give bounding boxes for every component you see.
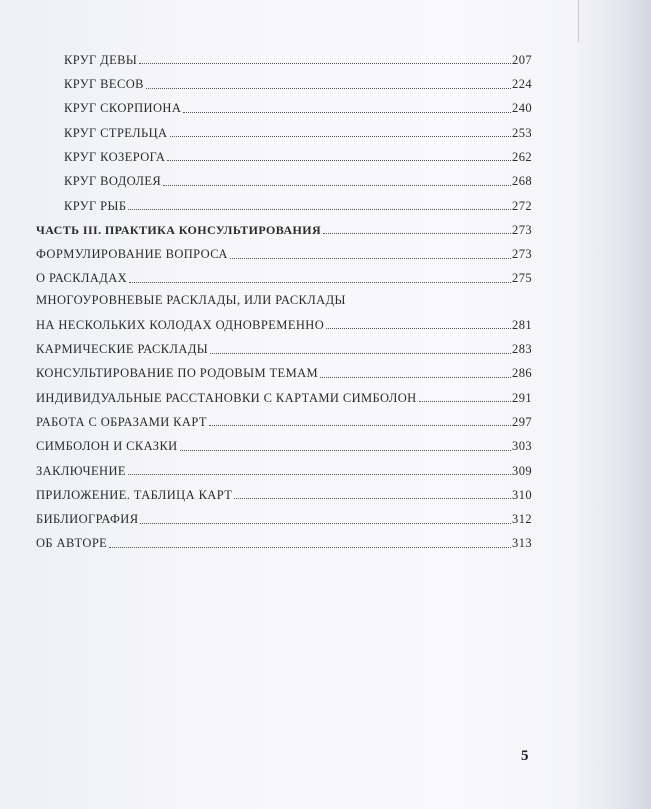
toc-entry-title: МНОГОУРОВНЕВЫЕ РАСКЛАДЫ, ИЛИ РАСКЛАДЫ (36, 293, 346, 308)
toc-page-number: 268 (512, 174, 532, 189)
toc-page-number: 262 (512, 149, 532, 164)
toc-entry-title: БИБЛИОГРАФИЯ (36, 512, 139, 527)
dot-leader (129, 282, 511, 283)
toc-entry (36, 261, 532, 285)
dot-leader (326, 328, 511, 329)
toc-entry-title: КРУГ ВЕСОВ (64, 77, 144, 92)
dot-leader (163, 185, 511, 186)
dot-leader (128, 209, 511, 210)
page-number: 5 (521, 748, 529, 764)
toc-entry-line-2 (36, 307, 532, 331)
dot-leader (320, 377, 511, 378)
toc-part-title: ЧАСТЬ III. ПРАКТИКА КОНСУЛЬТИРОВАНИЯ (36, 223, 322, 238)
toc-page-number: 275 (512, 271, 532, 286)
page-edge-line (578, 0, 579, 42)
dot-leader (139, 63, 511, 64)
toc-entry-title: РАБОТА С ОБРАЗАМИ КАРТ (36, 414, 207, 429)
toc-entry (36, 188, 532, 212)
toc-entry-title: КРУГ РЫБ (64, 198, 127, 213)
toc-entry (36, 404, 532, 428)
toc-entry-title-continued: НА НЕСКОЛЬКИХ КОЛОДАХ ОДНОВРЕМЕННО (36, 317, 325, 332)
toc-entry-title: ФОРМУЛИРОВАНИЕ ВОПРОСА (36, 247, 228, 262)
toc-entry (36, 526, 532, 550)
dot-leader (234, 498, 511, 499)
toc-page-number: 310 (512, 487, 532, 502)
dot-leader (146, 88, 511, 89)
toc-entry-line-1 (36, 285, 532, 307)
toc-entry (36, 66, 532, 90)
toc-entry (36, 428, 532, 452)
dot-leader (128, 474, 511, 475)
toc-entry-title: КОНСУЛЬТИРОВАНИЕ ПО РОДОВЫМ ТЕМАМ (36, 366, 319, 381)
toc-page-number: 253 (512, 125, 532, 140)
toc-page-number: 240 (512, 101, 532, 116)
dot-leader (180, 450, 511, 451)
dot-leader (140, 523, 511, 524)
toc-page-number: 286 (512, 366, 532, 381)
toc-entry-title: КРУГ ДЕВЫ (64, 52, 138, 67)
dot-leader (210, 353, 511, 354)
toc-page-number: 273 (512, 222, 532, 237)
toc-page-number: 224 (512, 77, 532, 92)
toc-entry (36, 331, 532, 355)
toc-entry (36, 356, 532, 380)
toc-entry-title: КРУГ СКОРПИОНА (64, 101, 182, 116)
toc-entry (36, 42, 532, 66)
toc-page-number: 309 (512, 463, 532, 478)
page-edge-shadow (573, 0, 651, 809)
toc-page-number: 207 (512, 52, 532, 67)
toc-entry-title: ПРИЛОЖЕНИЕ. ТАБЛИЦА КАРТ (36, 487, 233, 502)
toc-page-number: 297 (512, 414, 532, 429)
toc-entry-title: КАРМИЧЕСКИЕ РАСКЛАДЫ (36, 342, 209, 357)
dot-leader (323, 233, 511, 234)
toc-entry (36, 139, 532, 163)
table-of-contents (36, 42, 532, 550)
toc-entry-title: ИНДИВИДУАЛЬНЫЕ РАССТАНОВКИ С КАРТАМИ СИМБОЛОН (36, 390, 417, 405)
toc-entry (36, 236, 532, 260)
toc-part-heading (36, 212, 532, 236)
toc-entry (36, 380, 532, 404)
toc-entry-title: О РАСКЛАДАХ (36, 271, 128, 286)
dot-leader (209, 425, 511, 426)
toc-page-number: 283 (512, 342, 532, 357)
toc-entry (36, 477, 532, 501)
toc-entry (36, 91, 532, 115)
toc-entry (36, 501, 532, 525)
dot-leader (419, 401, 511, 402)
toc-entry-title: ЗАКЛЮЧЕНИЕ (36, 463, 126, 478)
toc-entry-title: СИМБОЛОН И СКАЗКИ (36, 439, 178, 454)
dot-leader (167, 160, 511, 161)
toc-entry (36, 115, 532, 139)
toc-page-number: 312 (512, 512, 532, 527)
toc-entry-title: ОБ АВТОРЕ (36, 536, 108, 551)
toc-page-number: 291 (512, 390, 532, 405)
dot-leader (183, 112, 511, 113)
toc-entry-title: КРУГ ВОДОЛЕЯ (64, 174, 162, 189)
toc-entry-title: КРУГ КОЗЕРОГА (64, 149, 166, 164)
toc-entry (36, 163, 532, 187)
toc-page-number: 281 (512, 317, 532, 332)
dot-leader (109, 547, 511, 548)
toc-page-number: 272 (512, 198, 532, 213)
toc-page-number: 303 (512, 439, 532, 454)
toc-page-number: 273 (512, 247, 532, 262)
toc-page-number: 313 (512, 536, 532, 551)
dot-leader (170, 136, 512, 137)
toc-entry-title: КРУГ СТРЕЛЬЦА (64, 125, 168, 140)
dot-leader (230, 258, 511, 259)
toc-entry (36, 453, 532, 477)
